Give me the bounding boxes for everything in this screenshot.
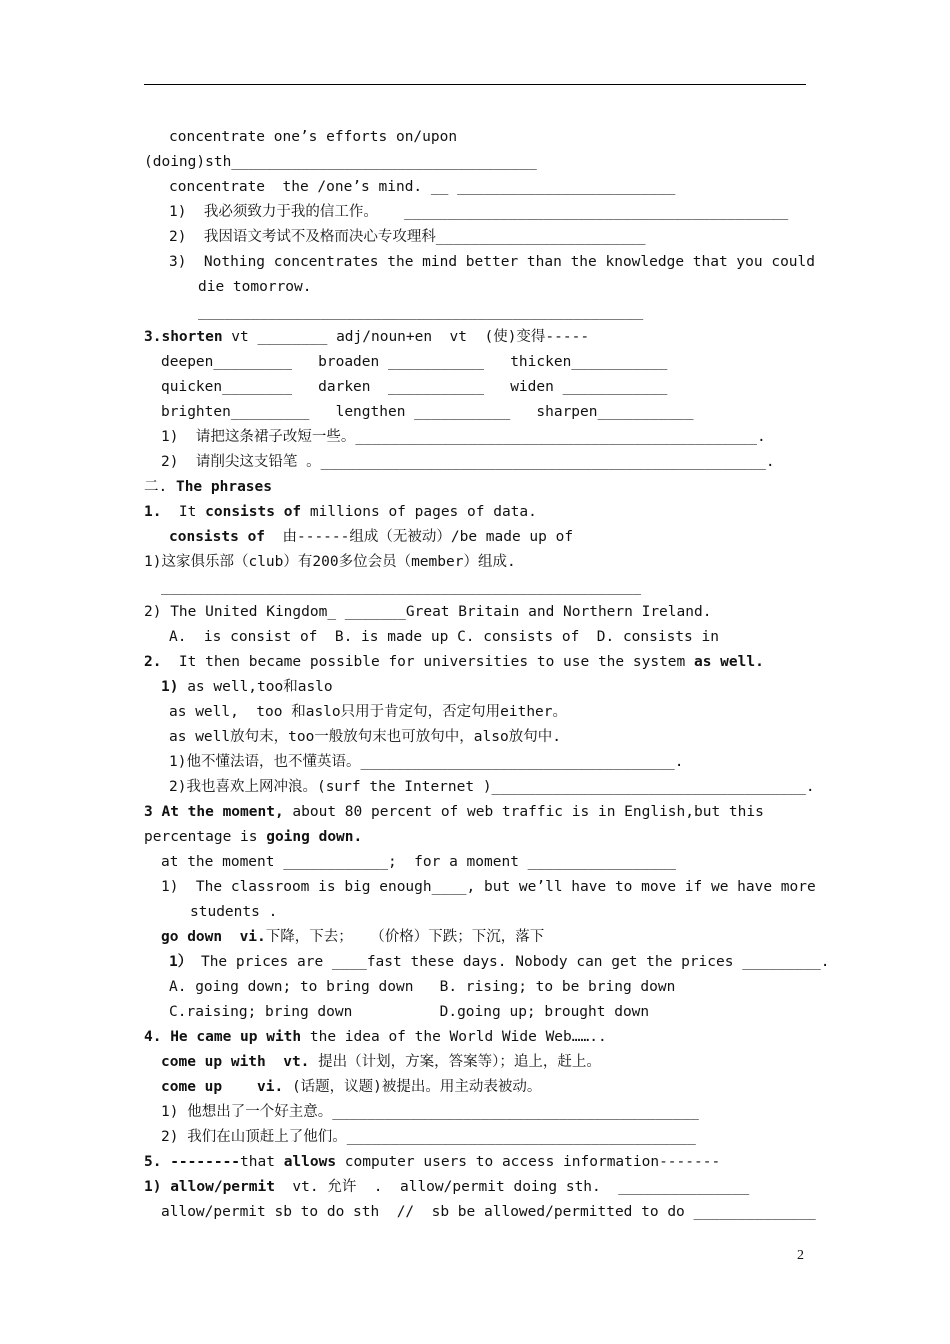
text-run: percentage is — [144, 829, 267, 845]
text-run: allows — [283, 1154, 337, 1170]
text-run: 二. — [144, 479, 176, 495]
come-up-exercise-2 — [161, 1128, 696, 1146]
exercise-1-3-cont — [198, 278, 312, 296]
text-run: C.raising; bring down D.going up; brought down — [169, 1004, 650, 1020]
header-rule — [144, 84, 806, 85]
text-run: (话题，议题)被提出。用主动表被动。 — [283, 1079, 542, 1095]
text-run: 由------组成（无被动）/be made up of — [265, 529, 574, 545]
text-run: It — [161, 504, 206, 520]
come-up-with-definition — [161, 1053, 601, 1071]
go-down-definition — [161, 928, 544, 946]
text-run: The phrases — [175, 479, 272, 495]
allow-permit-line-2 — [161, 1203, 816, 1221]
as-well-exercise-1 — [169, 753, 683, 771]
at-the-moment-exercise — [161, 878, 816, 896]
text-run: 2. — [144, 654, 162, 670]
go-down-options-ab — [169, 978, 675, 996]
text-run: 2) 我们在山顶赶上了他们。________________________________________ — [161, 1129, 696, 1145]
phrase-2-heading — [144, 653, 764, 671]
text-run: 4. He came up with — [144, 1029, 302, 1045]
consists-of-exercise-2 — [144, 603, 711, 621]
text-run: 1) 请把这条裙子改短一些。______________________________________________. — [161, 429, 766, 445]
come-up-exercise-1 — [161, 1103, 699, 1121]
text-run: as well, too 和aslo只用于肯定句，否定句用either。 — [169, 704, 568, 720]
consists-of-exercise-1-blank — [161, 578, 641, 596]
text-run: 3.shorten — [144, 329, 223, 345]
phrase-4-heading — [144, 1028, 607, 1046]
at-the-moment-line — [161, 853, 676, 871]
text-run: 下降，下去； （价格）下跌；下沉，落下 — [265, 929, 545, 945]
text-run: going down. — [266, 829, 363, 845]
as-well-exercise-2 — [169, 778, 815, 796]
text-run: concentrate the /one’s mind. __ _________________________ — [169, 179, 676, 195]
text-run: vt. 允许 . allow/permit doing sth. _______________ — [274, 1179, 750, 1195]
text-run: about 80 percent of web traffic is in English,but this — [283, 804, 764, 820]
text-run: 5. -------- — [144, 1154, 241, 1170]
text-run: 1) allow/permit — [144, 1179, 275, 1195]
text-run: 提出（计划，方案，答案等）；追上，赶上。 — [309, 1054, 601, 1070]
text-run: 3 At the moment, — [144, 804, 284, 820]
section-shorten — [144, 328, 589, 346]
text-run: 1) 我必须致力于我的信工作。 ____________________________________________ — [169, 204, 789, 220]
phrase-1-heading — [144, 503, 537, 521]
text-run: vt ________ adj/noun+en vt (使)变得----- — [222, 329, 590, 345]
consists-of-definition — [169, 528, 573, 546]
concentrate-efforts-blank — [144, 153, 537, 171]
at-the-moment-exercise-cont — [190, 903, 277, 921]
word-formation-row-1 — [161, 353, 667, 371]
phrase-3-heading-cont — [144, 828, 362, 846]
text-run: 2)我也喜欢上网冲浪。(surf the Internet )____________________________________. — [169, 779, 815, 795]
text-run: as well放句末，too一般放句末也可放句中，also放句中. — [169, 729, 561, 745]
as-well-subheading — [161, 678, 333, 696]
text-run: quicken________ darken ___________ widen ____________ — [161, 379, 668, 395]
text-run: ___________________________________________________ — [198, 304, 644, 320]
text-run: 1） — [169, 954, 193, 970]
exercise-1-3-blank — [198, 303, 643, 321]
go-down-exercise — [169, 953, 830, 971]
text-run: A. is consist of B. is made up C. consists of D. consists in — [169, 629, 719, 645]
allow-permit-line-1 — [144, 1178, 749, 1196]
text-run: _______________________________________________________ — [161, 579, 642, 595]
section-phrases-title — [144, 478, 272, 496]
text-run: die tomorrow. — [198, 279, 312, 295]
text-run: that — [240, 1154, 284, 1170]
text-run: consists of — [205, 504, 302, 520]
as-well-rule-2 — [169, 728, 561, 746]
word-formation-row-3 — [161, 403, 694, 421]
text-run: millions of pages of data. — [301, 504, 537, 520]
text-run: 2) The United Kingdom_ _______Great Britain and Northern Ireland. — [144, 604, 712, 620]
text-run: 3) Nothing concentrates the mind better than the knowledge that you could — [169, 254, 816, 270]
page-number: 2 — [797, 1248, 804, 1263]
phrase-5-heading — [144, 1153, 720, 1171]
text-run: as well,too和aslo — [178, 679, 333, 695]
text-run: 1. — [144, 504, 162, 520]
go-down-options-cd — [169, 1003, 649, 1021]
text-run: (doing)sth___________________________________ — [144, 154, 537, 170]
exercise-1-3 — [169, 253, 815, 271]
consists-of-exercise-1 — [144, 553, 516, 571]
text-run: It then became possible for universities to use the system — [161, 654, 694, 670]
text-run: as well. — [693, 654, 764, 670]
phrase-3-heading — [144, 803, 764, 821]
come-up-definition — [161, 1078, 541, 1096]
text-run: at the moment ____________; for a moment _________________ — [161, 854, 677, 870]
shorten-exercise-2 — [161, 453, 775, 471]
text-run: A. going down; to bring down B. rising; to be bring down — [169, 979, 676, 995]
shorten-exercise-1 — [161, 428, 766, 446]
text-run: allow/permit sb to do sth // sb be allowed/permitted to do ______________ — [161, 1204, 816, 1220]
text-run: come up vi. — [161, 1079, 284, 1095]
word-formation-row-2 — [161, 378, 667, 396]
text-run: The prices are ____fast these days. Nobody can get the prices _________. — [192, 954, 830, 970]
text-run: 1)他不懂法语，也不懂英语。____________________________________. — [169, 754, 684, 770]
text-run: brighten_________ lengthen ___________ sharpen___________ — [161, 404, 694, 420]
text-run: 2) 我因语文考试不及格而决心专攻理科________________________ — [169, 229, 646, 245]
text-run: 1) The classroom is big enough____, but we’ll have to move if we have more — [161, 879, 816, 895]
text-run: 1) 他想出了一个好主意。__________________________________________ — [161, 1104, 699, 1120]
text-run: 1) — [161, 679, 179, 695]
text-run: concentrate one’s efforts on/upon — [169, 129, 458, 145]
text-run: go down vi. — [161, 929, 266, 945]
text-run: 1)这家俱乐部（club）有200多位会员（member）组成. — [144, 554, 516, 570]
exercise-1-2 — [169, 228, 645, 246]
text-run: consists of — [169, 529, 266, 545]
exercise-1-1 — [169, 203, 788, 221]
text-run: the idea of the World Wide Web…….. — [301, 1029, 607, 1045]
text-run: computer users to access information------- — [336, 1154, 721, 1170]
concentrate-efforts-heading — [169, 128, 457, 146]
consists-of-options — [169, 628, 719, 646]
as-well-rule-1 — [169, 703, 567, 721]
text-run: deepen_________ broaden ___________ thicken___________ — [161, 354, 668, 370]
concentrate-mind-line — [169, 178, 675, 196]
text-run: come up with vt. — [161, 1054, 310, 1070]
text-run: 2) 请削尖这支铅笔 。___________________________________________________. — [161, 454, 775, 470]
text-run: students . — [190, 904, 278, 920]
